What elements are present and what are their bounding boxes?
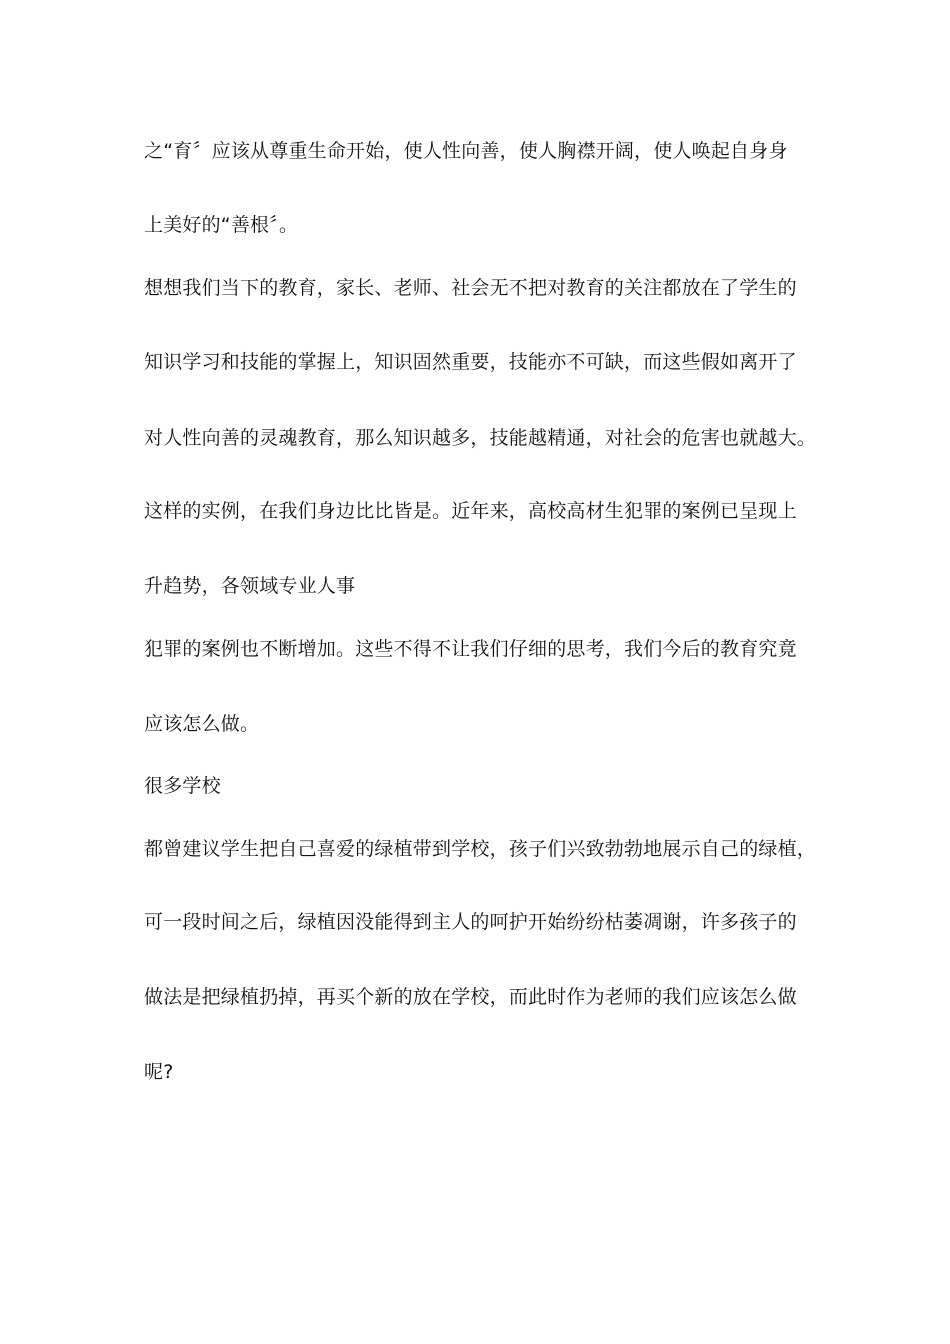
text-line: 想想我们当下的教育，家长、老师、社会无不把对教育的关注都放在了学生的 — [144, 277, 797, 299]
text-line: 知识学习和技能的掌握上，知识固然重要，技能亦不可缺，而这些假如离开了 — [144, 351, 797, 373]
text-line: 很多学校 — [144, 775, 221, 797]
text-line: 对人性向善的灵魂教育，那么知识越多，技能越精通，对社会的危害也就越大。 — [144, 427, 817, 449]
text-line: 升趋势，各领域专业人事 — [144, 575, 356, 597]
text-line: 这样的实例，在我们身边比比皆是。近年来，高校高材生犯罪的案例已呈现上 — [144, 500, 797, 522]
text-line: 做法是把绿植扔掉，再买个新的放在学校，而此时作为老师的我们应该怎么做 — [144, 986, 797, 1008]
text-line: 上美好的“善根〞。 — [144, 214, 299, 236]
text-line: 应该怎么做。 — [144, 713, 260, 735]
text-line: 之“育〞应该从尊重生命开始，使人性向善，使人胸襟开阔，使人唤起自身身 — [144, 140, 788, 162]
text-line: 呢? — [144, 1061, 174, 1083]
text-line: 可一段时间之后，绿植因没能得到主人的呵护开始纷纷枯萎凋谢，许多孩子的 — [144, 911, 797, 933]
text-line: 犯罪的案例也不断增加。这些不得不让我们仔细的思考，我们今后的教育究竟 — [144, 638, 797, 660]
text-line: 都曾建议学生把自己喜爱的绿植带到学校，孩子们兴致勃勃地展示自己的绿植， — [144, 838, 817, 860]
